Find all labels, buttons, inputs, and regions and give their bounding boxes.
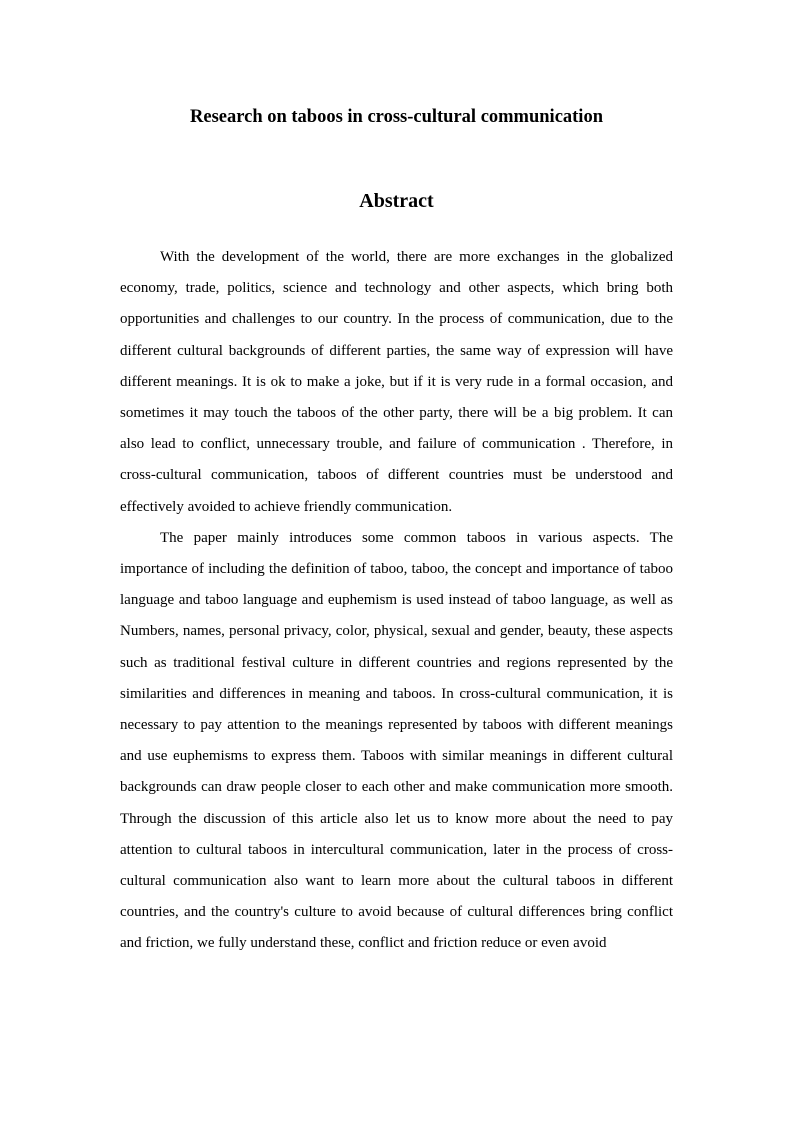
- abstract-paragraph-2: The paper mainly introduces some common taboos in various aspects. The importance of including the definition of taboo, taboo, the concept and importance of taboo language and taboo language and euphemism is used instead of taboo language, as well as Numbers, names, personal privacy, color, physical, sexual and gender, beauty, these aspects such as traditional festival culture in different countries and regions represented by the similarities and differences in meaning and taboos. In cross-cultural communication, it is necessary to pay attention to the meanings represented by taboos with different meanings and use euphemisms to express them. Taboos with similar meanings in different cultural backgrounds can draw people closer to each other and make communication more smooth. Through the discussion of this article also let us to know more about the need to pay attention to cultural taboos in intercultural communication, later in the process of cross-cultural communication also want to learn more about the cultural taboos in different countries, and the country's culture to avoid because of cultural differences bring conflict and friction, we fully understand these, conflict and friction reduce or even avoid: [120, 529, 673, 952]
- abstract-paragraph-1: With the development of the world, there are more exchanges in the globalized economy, trade, politics, science and technology and other aspects, which bring both opportunities and challenges to our country. In the process of communication, due to the different cultural backgrounds of different parties, the same way of expression will have different meanings. It is ok to make a joke, but if it is very rude in a formal occasion, and sometimes it may touch the taboos of the other party, there will be a big problem. It can also lead to conflict, unnecessary trouble, and failure of communication . Therefore, in cross-cultural communication, taboos of different countries must be understood and effectively avoided to achieve friendly communication.: [120, 249, 673, 515]
- abstract-body: [120, 242, 673, 960]
- paper-title: Research on taboos in cross-cultural communication: [190, 107, 603, 127]
- abstract-heading: Abstract: [359, 190, 434, 212]
